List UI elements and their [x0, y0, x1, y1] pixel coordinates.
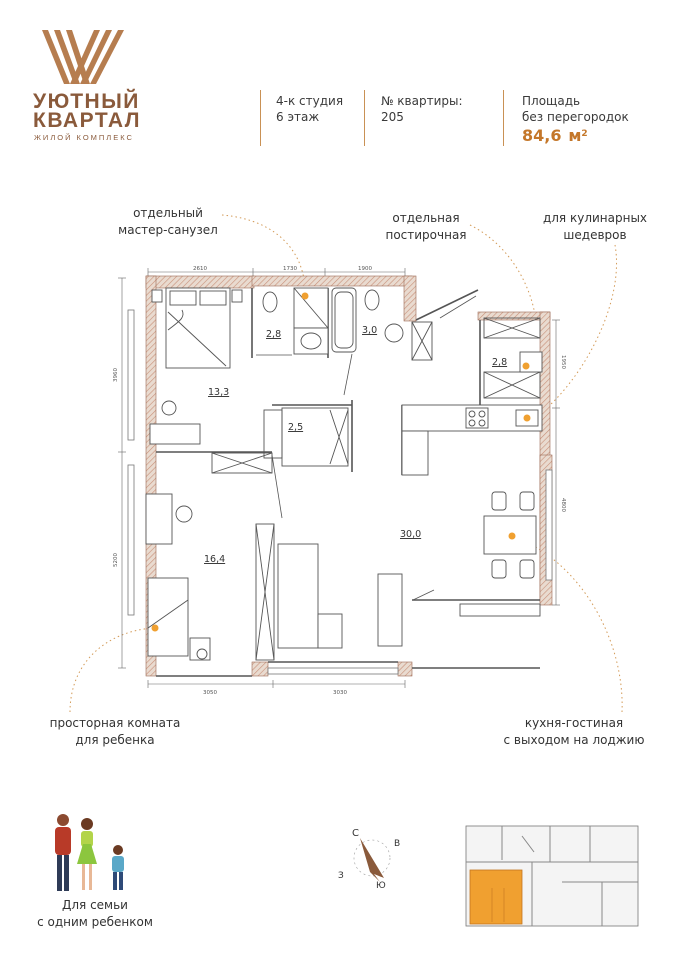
callout-master-bath-line2: мастер-санузел [118, 223, 218, 237]
compass-east: В [394, 839, 401, 849]
brand-name-line2: КВАРТАЛ [33, 109, 141, 132]
room-area-laundry: 2,8 [492, 357, 508, 368]
dimension-top3: 1900 [358, 266, 372, 272]
area-unit-sup: 2 [581, 129, 588, 139]
room-area-master-bath: 2,8 [266, 329, 282, 340]
dimension-top2: 1730 [283, 266, 297, 272]
room-area-kids: 16,4 [204, 554, 226, 565]
area-label-line2: без перегородок [522, 110, 629, 124]
callout-culinary-line1: для кулинарных [542, 211, 648, 225]
callout-laundry-line1: отдельная [392, 211, 460, 225]
family-caption-line1: Для семьи [62, 898, 128, 912]
callout-kids-room-line2: для ребенка [75, 733, 155, 747]
dimension-right2: 4800 [560, 498, 566, 512]
dimension-bottom1: 3050 [203, 690, 217, 696]
compass-west: З [338, 871, 344, 881]
kitchen [402, 352, 542, 475]
callout-master-bath-line1: отдельный [133, 206, 203, 220]
family-caption-line2: с одним ребенком [37, 915, 153, 929]
callout-living-line1: кухня-гостиная [524, 716, 624, 730]
room-area-wardrobe: 2,5 [288, 422, 304, 433]
dimension-top1: 2610 [193, 266, 207, 272]
apartment-number-label: № квартиры: [381, 94, 463, 108]
room-area-bedroom: 13,3 [208, 387, 230, 398]
bedroom-furniture [150, 288, 242, 444]
key-plan-highlight [470, 870, 522, 924]
room-area-living: 30,0 [400, 529, 422, 540]
compass-needle-icon [360, 838, 384, 882]
callout-culinary-line2: шедевров [563, 228, 627, 242]
dimension-left2: 5200 [113, 553, 119, 567]
callout-kids-room-line1: просторная комната [49, 716, 181, 730]
compass-south: Ю [376, 881, 386, 891]
callout-living-line2: с выходом на лоджию [503, 733, 645, 747]
brand-subtitle: ЖИЛОЙ КОМПЛЕКС [34, 133, 134, 142]
area-label-line1: Площадь [522, 94, 581, 108]
area-unit: м [568, 126, 582, 145]
dimension-bottom2: 3030 [333, 690, 347, 696]
dimension-right1: 1950 [560, 355, 566, 369]
area-value: 84,6 [522, 126, 562, 145]
family-icon [55, 814, 124, 891]
apartment-type-label: 4-к студия [276, 94, 344, 108]
family-caption [20, 897, 170, 931]
apartment-number-value: 205 [381, 110, 404, 124]
room-area-bath: 3,0 [362, 325, 378, 336]
floor-label: 6 этаж [276, 110, 320, 124]
callout-laundry-line2: постирочная [385, 228, 467, 242]
dimension-left1: 3960 [113, 368, 119, 382]
compass [332, 826, 412, 894]
compass-north: С [352, 828, 359, 839]
bathroom-fixtures [263, 288, 403, 354]
brand-name-line1: УЮТНЫЙ [33, 90, 140, 113]
key-plan [462, 822, 642, 930]
family-illustration [40, 812, 140, 896]
living-furniture [278, 492, 540, 648]
